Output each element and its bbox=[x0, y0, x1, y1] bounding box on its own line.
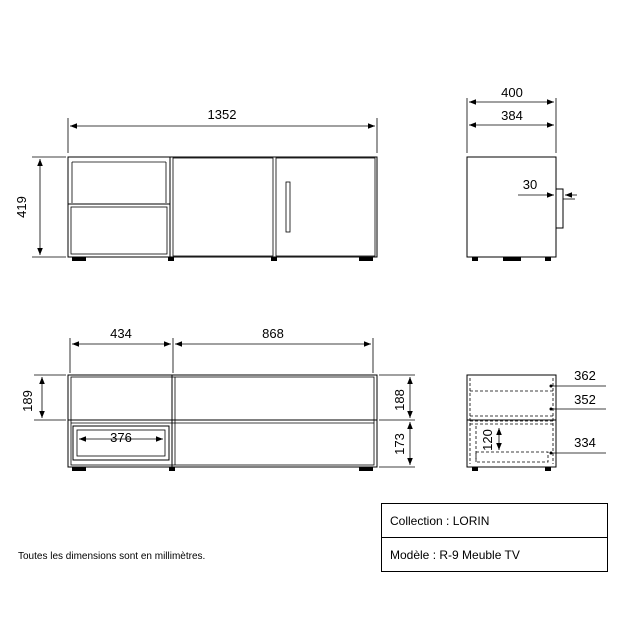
units-note: Toutes les dimensions sont en millimètres. bbox=[18, 551, 206, 562]
foot bbox=[545, 257, 551, 261]
title-block bbox=[381, 503, 608, 572]
door-handle bbox=[286, 182, 290, 232]
foot bbox=[545, 467, 551, 471]
side-view bbox=[467, 85, 577, 261]
dim-label-352: 352 bbox=[574, 392, 596, 407]
dim-label-30: 30 bbox=[522, 177, 538, 192]
foot bbox=[271, 257, 277, 261]
dim-label-362: 362 bbox=[574, 368, 596, 383]
front-view bbox=[14, 107, 377, 261]
foot bbox=[472, 257, 478, 261]
handle-profile bbox=[556, 189, 563, 228]
dim-label-868: 868 bbox=[262, 326, 284, 341]
dim-label-400: 400 bbox=[501, 85, 523, 100]
foot bbox=[472, 467, 478, 471]
dim-label-419: 419 bbox=[14, 196, 29, 218]
dim-label-434: 434 bbox=[110, 326, 132, 341]
section-view bbox=[20, 326, 415, 471]
model-label: Modèle : R-9 Meuble TV bbox=[390, 548, 520, 562]
dim-label-173: 173 bbox=[392, 433, 407, 455]
foot bbox=[503, 257, 521, 261]
dim-label-376: 376 bbox=[110, 430, 132, 445]
drawer-front bbox=[71, 207, 167, 254]
foot bbox=[169, 467, 175, 471]
cabinet-body-side bbox=[467, 157, 556, 257]
dim-label-188: 188 bbox=[392, 389, 407, 411]
door-right bbox=[276, 158, 375, 256]
dim-label-384: 384 bbox=[501, 108, 523, 123]
collection-label: Collection : LORIN bbox=[382, 504, 607, 538]
dim-label-120: 120 bbox=[480, 429, 495, 451]
foot bbox=[168, 257, 174, 261]
dim-label-1352: 1352 bbox=[207, 107, 237, 122]
section-side-view bbox=[467, 368, 606, 471]
foot bbox=[72, 257, 86, 261]
dim-label-334: 334 bbox=[574, 435, 596, 450]
drawer-outline-hidden bbox=[476, 452, 548, 462]
cabinet-body-section bbox=[68, 375, 377, 467]
dim-label-189: 189 bbox=[20, 390, 35, 412]
foot bbox=[359, 257, 373, 261]
foot bbox=[359, 467, 373, 471]
door-left bbox=[173, 158, 273, 256]
foot bbox=[72, 467, 86, 471]
